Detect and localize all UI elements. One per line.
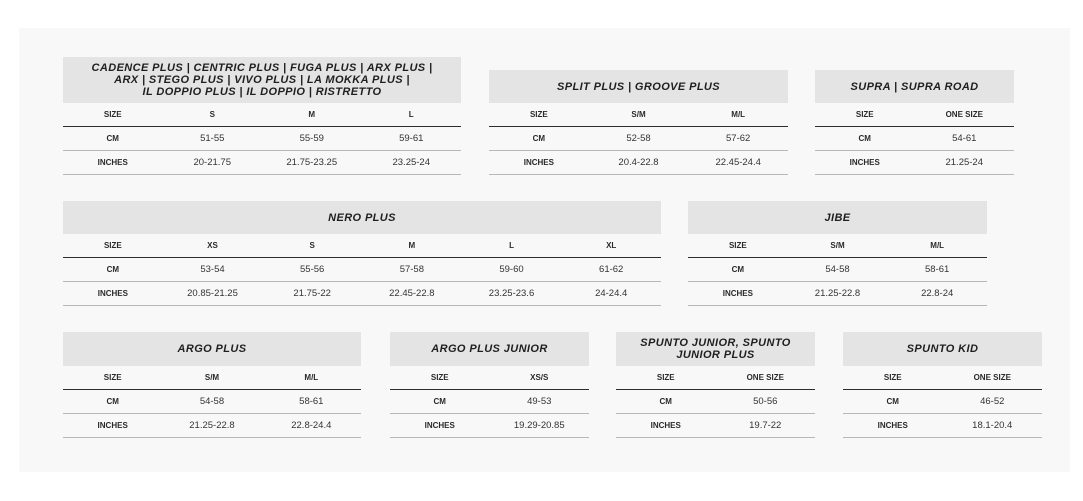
size-cell: XL (606, 241, 617, 250)
table-spunto-kid (843, 332, 1042, 438)
inches-row (815, 151, 1014, 175)
size-cell: ONE SIZE (973, 373, 1011, 382)
size-row (63, 234, 661, 258)
cm-cell: 57-62 (726, 133, 751, 144)
table-title: NERO PLUS (63, 201, 661, 234)
inches-row (63, 151, 461, 175)
row-label: SIZE (430, 373, 449, 382)
inches-cell: 21.25-22.8 (189, 420, 235, 431)
inches-cell: 22.8-24 (921, 288, 954, 299)
title-line: SPUNTO JUNIOR, SPUNTO (640, 337, 791, 349)
cm-row (616, 390, 815, 414)
size-cell: XS/S (530, 373, 549, 382)
size-cell: M/L (304, 373, 319, 382)
inches-cell: 20-21.75 (193, 157, 231, 168)
inches-cell: 23.25-23.6 (488, 288, 535, 299)
row-label: CM (106, 134, 119, 143)
cm-cell: 49-53 (527, 396, 552, 407)
cm-row (489, 127, 788, 151)
cm-row (63, 390, 361, 414)
row-label: INCHES (650, 421, 681, 430)
table-cadence (63, 57, 461, 175)
cm-cell: 53-54 (200, 264, 225, 275)
title-line: IL DOPPIO PLUS | IL DOPPIO | RISTRETTO (142, 86, 382, 98)
inches-cell: 22.45-24.4 (715, 157, 761, 168)
table-title: ARGO PLUS JUNIOR (390, 332, 589, 366)
cm-cell: 61-62 (599, 264, 624, 275)
row-label: INCHES (722, 289, 753, 298)
inches-cell: 18.1-20.4 (972, 420, 1013, 431)
inches-cell: 19.7-22 (749, 420, 782, 431)
row-label: CM (433, 397, 446, 406)
size-cell: L (408, 110, 414, 119)
table-title (63, 57, 461, 103)
row-label: INCHES (97, 289, 128, 298)
inches-row (63, 414, 361, 438)
title-line: ARX | STEGO PLUS | VIVO PLUS | LA MOKKA PLUS | (114, 74, 410, 86)
inches-cell: 20.4-22.8 (618, 157, 659, 168)
size-row (815, 103, 1014, 127)
size-cell: ONE SIZE (945, 110, 983, 119)
inches-cell: 22.8-24.4 (291, 420, 332, 431)
size-cell: M/L (930, 241, 945, 250)
inches-row (843, 414, 1042, 438)
inches-cell: 21.25-22.8 (814, 288, 861, 299)
row-label: SIZE (103, 373, 122, 382)
cm-cell: 55-56 (300, 264, 325, 275)
cm-cell: 58-61 (299, 396, 324, 407)
cm-row (843, 390, 1042, 414)
size-row (390, 366, 589, 390)
cm-cell: 51-55 (200, 133, 225, 144)
table-nero (63, 201, 661, 306)
row-label: INCHES (97, 421, 128, 430)
inches-cell: 20.85-21.25 (187, 288, 238, 299)
table-argo-junior (390, 332, 589, 438)
row-label: CM (858, 134, 871, 143)
size-row (688, 234, 987, 258)
row-label: CM (532, 134, 546, 143)
inches-row (63, 282, 661, 306)
size-row (489, 103, 788, 127)
cm-row (63, 127, 461, 151)
row-label: SIZE (103, 241, 122, 250)
table-title (616, 332, 815, 366)
table-title: ARGO PLUS (63, 332, 361, 366)
row-label: SIZE (103, 110, 122, 119)
table-split (489, 70, 788, 175)
row-label: SIZE (855, 110, 874, 119)
row-label: CM (106, 265, 120, 274)
cm-cell: 57-58 (399, 264, 424, 275)
cm-row (63, 258, 661, 282)
row-label: CM (886, 397, 899, 406)
size-row (843, 366, 1042, 390)
size-cell: M (408, 241, 416, 250)
row-label: CM (659, 397, 672, 406)
cm-row (688, 258, 987, 282)
inches-cell: 19.29-20.85 (513, 420, 565, 431)
size-cell: XS (207, 241, 218, 250)
size-cell: S (309, 241, 315, 250)
table-spunto-junior (616, 332, 815, 438)
size-cell: S/M (631, 110, 646, 119)
row-label: SIZE (656, 373, 675, 382)
row-label: SIZE (883, 373, 902, 382)
cm-cell: 58-61 (925, 264, 950, 275)
cm-cell: 59-61 (399, 133, 424, 144)
table-argo (63, 332, 361, 438)
cm-cell: 54-58 (825, 264, 850, 275)
size-row (616, 366, 815, 390)
cm-row (815, 127, 1014, 151)
cm-cell: 52-58 (626, 133, 651, 144)
inches-cell: 21.25-24 (945, 157, 983, 168)
row-label: CM (106, 397, 119, 406)
row-label: SIZE (728, 241, 747, 250)
table-title: SPLIT PLUS | GROOVE PLUS (489, 70, 788, 103)
cm-cell: 54-61 (952, 133, 977, 144)
table-supra (815, 70, 1014, 175)
cm-cell: 50-56 (753, 396, 778, 407)
row-label: INCHES (877, 421, 908, 430)
cm-cell: 46-52 (980, 396, 1005, 407)
size-cell: S/M (830, 241, 845, 250)
size-cell: M/L (731, 110, 746, 119)
inches-cell: 23.25-24 (392, 157, 430, 168)
size-cell: L (509, 241, 514, 250)
row-label: INCHES (849, 158, 880, 167)
size-cell: S (209, 110, 215, 119)
inches-row (390, 414, 589, 438)
title-line: CADENCE PLUS | CENTRIC PLUS | FUGA PLUS | ARX PLUS | (91, 62, 433, 74)
table-title: SPUNTO KID (843, 332, 1042, 366)
title-line: JUNIOR PLUS (676, 349, 755, 361)
cm-cell: 54-58 (199, 396, 225, 407)
row-label: INCHES (523, 158, 554, 167)
inches-cell: 24-24.4 (595, 288, 628, 299)
inches-row (616, 414, 815, 438)
inches-cell: 21.75-23.25 (286, 157, 338, 168)
size-row (63, 366, 361, 390)
inches-row (688, 282, 987, 306)
size-cell: S/M (204, 373, 220, 382)
cm-cell: 55-59 (299, 133, 324, 144)
inches-cell: 22.45-22.8 (389, 288, 435, 299)
row-label: SIZE (529, 110, 548, 119)
size-cell: ONE SIZE (746, 373, 784, 382)
size-cell: M (308, 110, 316, 119)
row-label: INCHES (424, 421, 455, 430)
table-jibe (688, 201, 987, 306)
size-row (63, 103, 461, 127)
table-title: JIBE (688, 201, 987, 234)
row-label: INCHES (97, 158, 128, 167)
cm-cell: 59-60 (499, 264, 524, 275)
inches-row (489, 151, 788, 175)
inches-cell: 21.75-22 (293, 288, 331, 299)
row-label: CM (731, 265, 745, 274)
table-title: SUPRA | SUPRA ROAD (815, 70, 1014, 103)
cm-row (390, 390, 589, 414)
